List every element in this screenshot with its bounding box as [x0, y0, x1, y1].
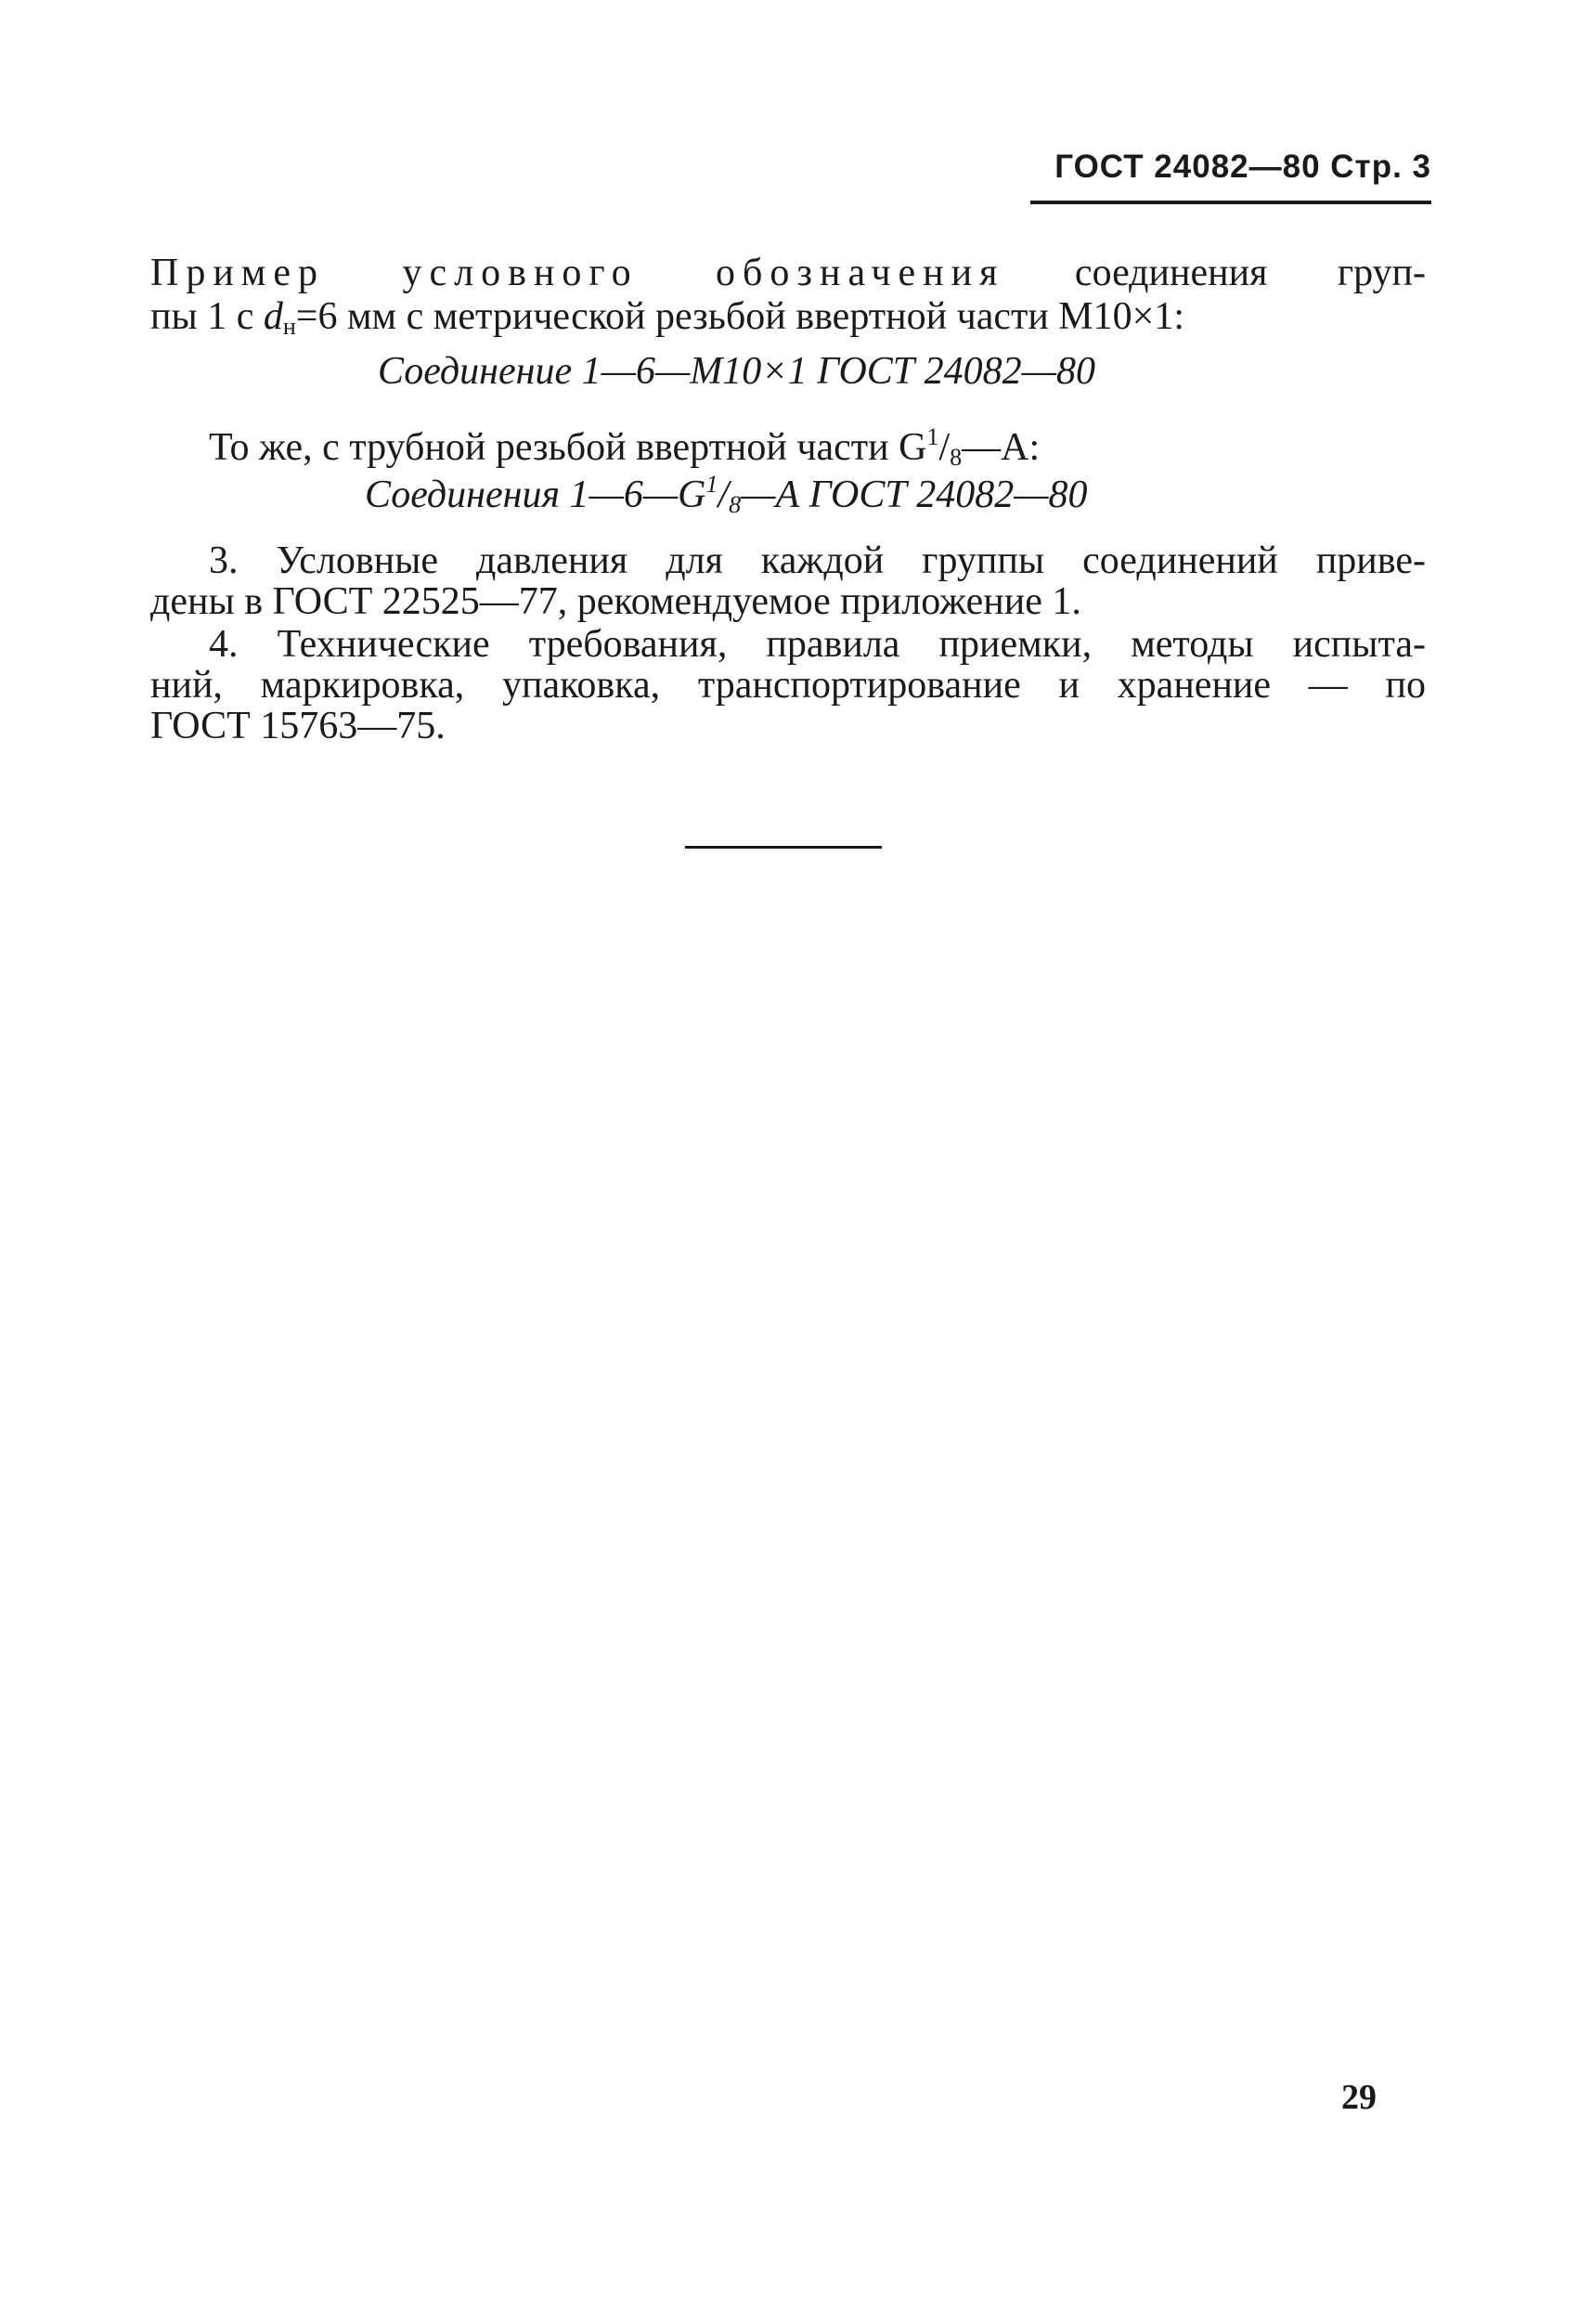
item3-line-1: 3. Условные давления для каждой группы соединений приве- [209, 539, 1426, 582]
item-3 [150, 540, 1426, 622]
designation2-sup: 1 [705, 471, 718, 498]
header-rule [1030, 201, 1431, 204]
d-subscript: н [282, 313, 296, 340]
pipe-intro-line [209, 417, 1426, 478]
item4-line-1: 4. Технические требования, правила приемки, методы испыта- [209, 623, 1426, 666]
page-number: 29 [1341, 2078, 1377, 2117]
designation-pipe [365, 471, 1088, 519]
item4-line-2: ний, маркировка, упаковка, транспортирование и хранение — по [150, 664, 1426, 707]
item4-line-3: ГОСТ 15763—75. [150, 705, 446, 747]
item3-line-2: дены в ГОСТ 22525—77, рекомендуемое приложение 1. [150, 580, 1081, 623]
designation2-b: —А ГОСТ 24082—80 [741, 474, 1088, 516]
designation2-slash: / [718, 474, 730, 516]
designation2-a: Соединения 1—6—G [365, 474, 706, 516]
designation2-sub: 8 [729, 491, 742, 518]
example-line2-b: =6 мм с метрической резьбой ввертной части М10×1: [295, 295, 1185, 338]
example-line-1 [150, 253, 1426, 293]
d-letter: d [263, 295, 283, 338]
pipe-intro-slash: / [938, 426, 951, 469]
pipe-intro-sup: 1 [926, 423, 939, 450]
example-line2-a: пы 1 с [150, 295, 264, 338]
example-paragraph [150, 253, 1426, 347]
example-lead-spaced: Пример условного обозначения [150, 252, 1005, 294]
designation-metric: Соединение 1—6—М10×1 ГОСТ 24082—80 [378, 350, 1096, 393]
pipe-intro-b: —А: [962, 426, 1041, 469]
pipe-intro-sub: 8 [950, 444, 963, 471]
running-header: ГОСТ 24082—80 Стр. 3 [1054, 149, 1431, 185]
pipe-intro-a: То же, с трубной резьбой ввертной части G [209, 426, 927, 469]
example-line1-rest: соединения груп- [1074, 252, 1426, 294]
pipe-thread-intro [209, 417, 1426, 478]
section-end-rule [685, 846, 882, 849]
item-4 [150, 624, 1426, 747]
example-line-2 [150, 296, 1426, 347]
